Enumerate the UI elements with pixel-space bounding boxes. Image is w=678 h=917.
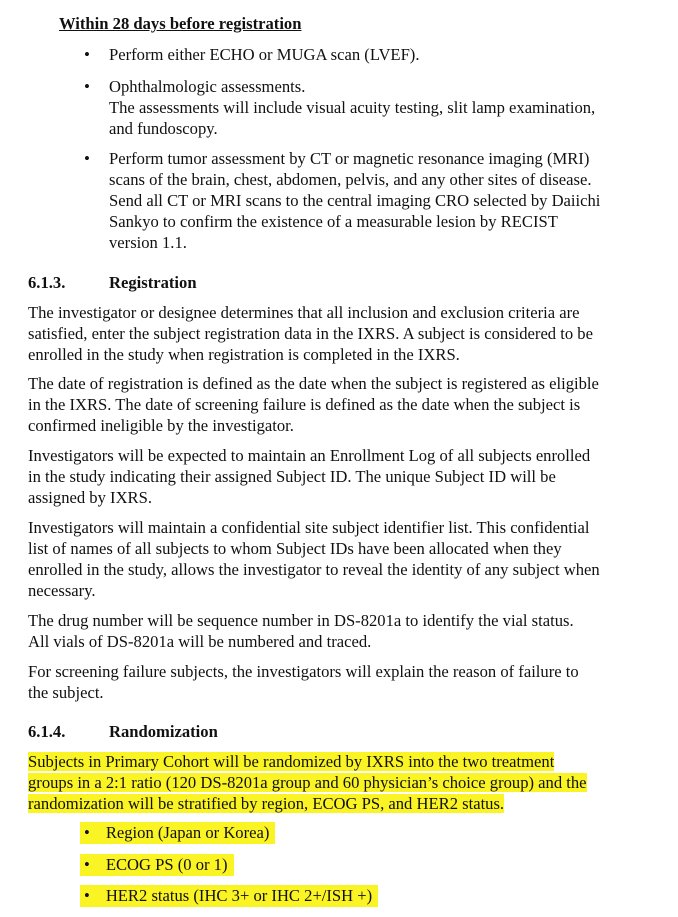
paragraph	[28, 445, 656, 508]
highlighted-text-line: randomization will be stratified by region, ECOG PS, and HER2 status.	[28, 794, 505, 813]
text-line: enrolled in the study, allows the investigator to reveal the identity of any subject when	[28, 560, 600, 579]
bullet-marker: •	[84, 45, 90, 64]
text-line: All vials of DS-8201a will be numbered and traced.	[28, 632, 372, 651]
text-line: list of names of all subjects to whom Subject IDs have been allocated when they	[28, 539, 562, 558]
text-line: The drug number will be sequence number in DS-8201a to identify the vial status.	[28, 611, 574, 630]
paragraph	[28, 373, 656, 436]
text-line: the subject.	[28, 683, 104, 702]
text-line-wrap	[28, 772, 656, 793]
text-line: satisfied, enter the subject registration data in the IXRS. A subject is considered to be	[28, 324, 593, 343]
highlighted-text-line: groups in a 2:1 ratio (120 DS-8201a group and 60 physician’s choice group) and the	[28, 773, 587, 792]
text-line: version 1.1.	[109, 233, 187, 252]
highlighted-bullet-item	[80, 822, 275, 844]
highlighted-bullet-item	[80, 854, 234, 876]
paragraph	[28, 610, 656, 652]
text-line: Sankyo to confirm the existence of a measurable lesion by RECIST	[109, 212, 558, 231]
paragraph	[28, 517, 656, 601]
bullet-marker: •	[84, 886, 90, 905]
text-line: in the study indicating their assigned Subject ID. The unique Subject ID will be	[28, 467, 556, 486]
text-line: For screening failure subjects, the investigators will explain the reason of failure to	[28, 662, 579, 681]
bullet-text	[109, 76, 654, 139]
text-line: assigned by IXRS.	[28, 488, 152, 507]
bullet-marker: •	[84, 855, 90, 874]
bullet-marker: •	[84, 823, 90, 842]
text-line-wrap	[28, 793, 656, 814]
text-line: necessary.	[28, 581, 96, 600]
bullet-text	[109, 44, 654, 65]
bullet-text: HER2 status (IHC 3+ or IHC 2+/ISH +)	[105, 886, 373, 905]
text-line: Perform either ECHO or MUGA scan (LVEF).	[109, 45, 420, 64]
bullet-text	[109, 148, 654, 253]
highlighted-paragraph	[28, 751, 656, 814]
section-number: 6.1.4.	[28, 722, 66, 741]
bullet-marker: •	[84, 149, 90, 168]
bullet-text: Region (Japan or Korea)	[105, 823, 270, 842]
text-line: The date of registration is defined as the date when the subject is registered as eligible	[28, 374, 599, 393]
text-line: in the IXRS. The date of screening failure is defined as the date when the subject is	[28, 395, 581, 414]
section-heading-28-days: Within 28 days before registration	[59, 14, 302, 33]
bullet-marker: •	[84, 77, 90, 96]
text-line: enrolled in the study when registration is completed in the IXRS.	[28, 345, 460, 364]
text-line: Ophthalmologic assessments.	[109, 77, 306, 96]
text-line: Investigators will be expected to maintain an Enrollment Log of all subjects enrolled	[28, 446, 591, 465]
text-line: scans of the brain, chest, abdomen, pelvis, and any other sites of disease.	[109, 170, 592, 189]
text-line: confirmed ineligible by the investigator.	[28, 416, 294, 435]
section-title: Registration	[109, 273, 197, 292]
text-line: Investigators will maintain a confidential site subject identifier list. This confidential	[28, 518, 590, 537]
section-number: 6.1.3.	[28, 273, 66, 292]
text-line: Send all CT or MRI scans to the central imaging CRO selected by Daiichi	[109, 191, 601, 210]
bullet-text: ECOG PS (0 or 1)	[105, 855, 228, 874]
paragraph	[28, 302, 656, 365]
text-line-wrap	[28, 751, 656, 772]
section-title: Randomization	[109, 722, 218, 741]
text-line: Perform tumor assessment by CT or magnetic resonance imaging (MRI)	[109, 149, 590, 168]
paragraph	[28, 661, 656, 703]
text-line: The assessments will include visual acuity testing, slit lamp examination,	[109, 98, 596, 117]
text-line: and fundoscopy.	[109, 119, 218, 138]
highlighted-text-line: Subjects in Primary Cohort will be randomized by IXRS into the two treatment	[28, 752, 555, 771]
highlighted-bullet-item	[80, 885, 378, 907]
text-line: The investigator or designee determines that all inclusion and exclusion criteria are	[28, 303, 580, 322]
